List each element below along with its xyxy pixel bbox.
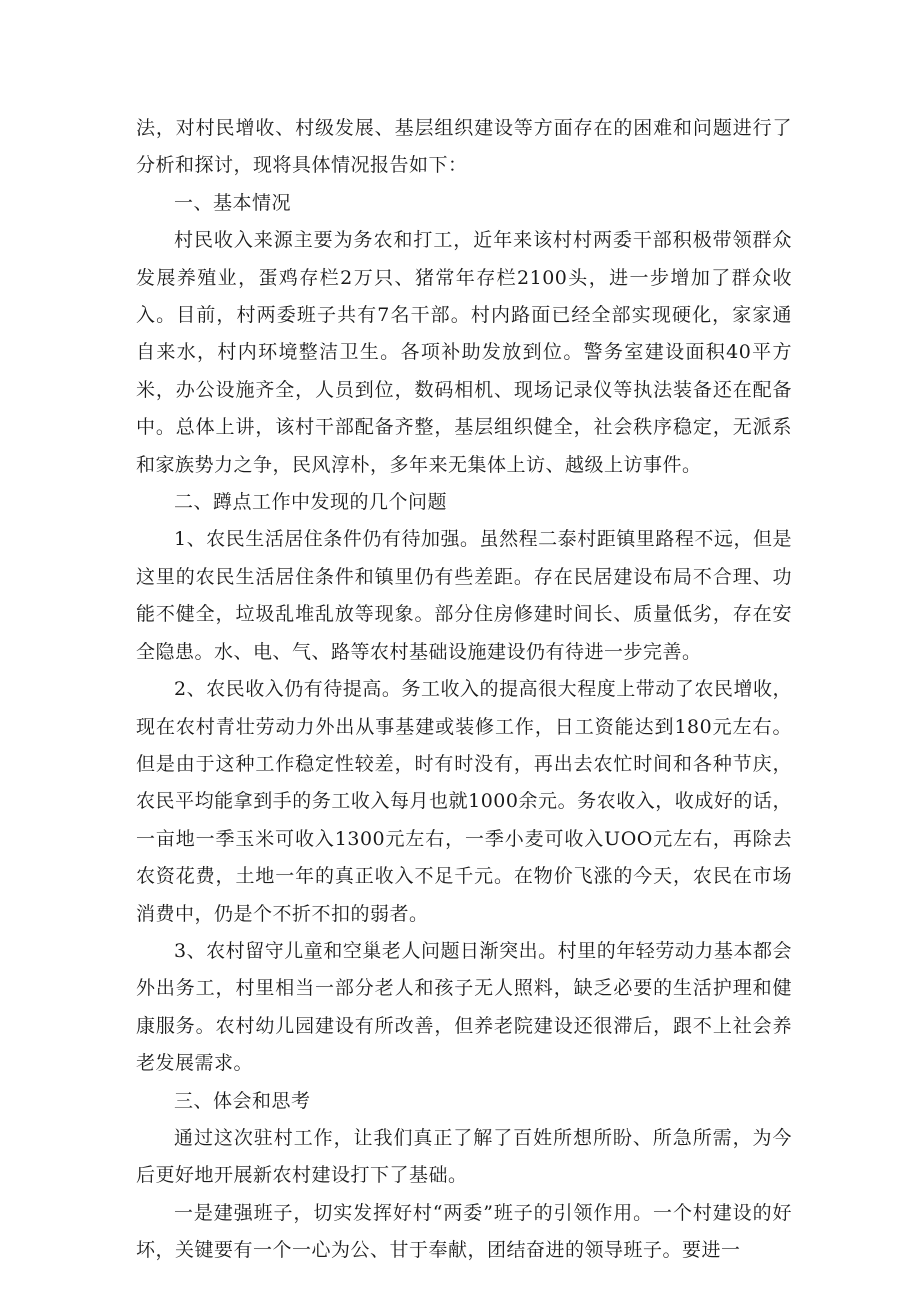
section-heading-problems: 二、蹲点工作中发现的几个问题 [174,491,448,514]
document-body [136,110,792,1270]
paragraph-problem-living-conditions: 1、农民生活居住条件仍有待加强。虽然程二泰村距镇里路程不远，但是这里的农民生活居住条件和镇里仍有些差距。存在民居建设布局不合理、功能不健全，垃圾乱堆乱放等现象。部分住房修建时间长、质量低劣，存在安全隐患。水、电、气、路等农村基础设施建设仍有待进一步完善。 [136,528,792,663]
paragraph-reflection-leadership: 一是建强班子，切实发挥好村“两委”班子的引领作用。一个村建设的好坏，关键要有一个一心为公、甘于奉献，团结奋进的领导班子。要进一 [136,1201,792,1262]
section-heading-basic-situation: 一、基本情况 [174,191,292,214]
paragraph-basic-situation: 村民收入来源主要为务农和打工，近年来该村村两委干部积极带领群众发展养殖业，蛋鸡存栏2万只、猪常年存栏2100头，进一步增加了群众收入。目前，村两委班子共有7名干部。村内路面已经全部实现硬化，家家通自来水，村内环境整洁卫生。各项补助发放到位。警务室建设面积40平方米，办公设施齐全，人员到位，数码相机、现场记录仪等执法装备还在配备中。总体上讲，该村干部配备齐整，基层组织健全，社会秩序稳定，无派系和家族势力之争，民风淳朴，多年来无集体上访、越级上访事件。 [136,229,792,476]
paragraph-reflection-intro: 通过这次驻村工作，让我们真正了解了百姓所想所盼、所急所需，为今后更好地开展新农村建设打下了基础。 [136,1126,792,1187]
paragraph-problem-left-behind: 3、农村留守儿童和空巢老人问题日渐突出。村里的年轻劳动力基本都会外出务工，村里相当一部分老人和孩子无人照料，缺乏必要的生活护理和健康服务。农村幼儿园建设有所改善，但养老院建设还很滞后，跟不上社会养老发展需求。 [136,939,792,1075]
section-heading-reflections: 三、体会和思考 [174,1089,311,1112]
paragraph-problem-income: 2、农民收入仍有待提高。务工收入的提高很大程度上带动了农民增收，现在农村青壮劳动力外出从事基建或装修工作，日工资能达到180元左右。但是由于这种工作稳定性较差，时有时没有，再出去农忙时间和各种节庆，农民平均能拿到手的务工收入每月也就1000余元。务农收入，收成好的话，一亩地一季玉米可收入1300元左右，一季小麦可收入UOO元左右，再除去农资花费，土地一年的真正收入不足千元。在物价飞涨的今天，农民在市场消费中，仍是个不折不扣的弱者。 [136,678,792,925]
paragraph-intro-continuation: 法，对村民增收、村级发展、基层组织建设等方面存在的困难和问题进行了分析和探讨，现将具体情况报告如下： [136,117,792,177]
